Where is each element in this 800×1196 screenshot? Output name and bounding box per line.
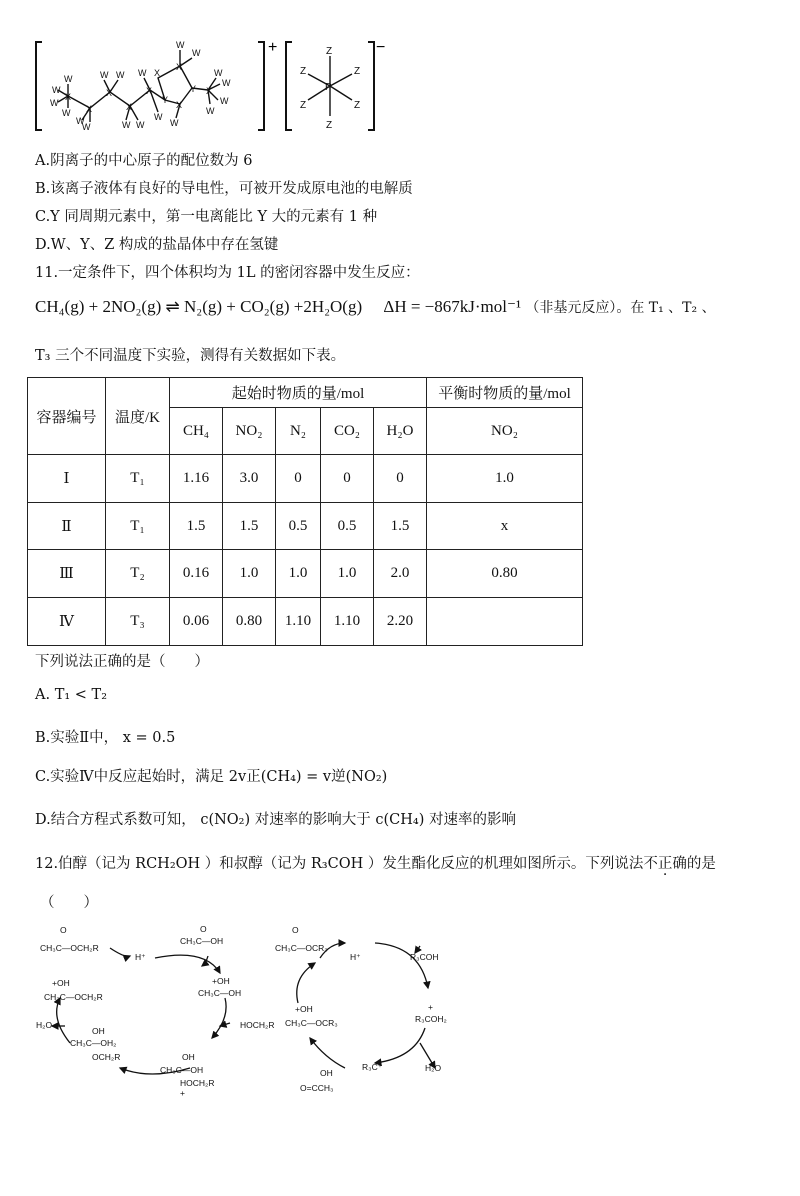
value-cell: 0.16	[170, 550, 223, 598]
svg-text:CH₃C—OH: CH₃C—OH	[180, 936, 224, 946]
container-id: Ⅲ	[28, 550, 106, 598]
value-cell: 1.0	[276, 550, 321, 598]
equilibrium-cell: 0.80	[427, 550, 583, 598]
svg-text:W: W	[64, 74, 73, 84]
svg-text:Y: Y	[162, 95, 169, 105]
q11-option-c: C.实验Ⅳ中反应起始时，满足 2v正(CH₄) = v逆(NO₂)	[35, 769, 388, 785]
value-cell: 0	[374, 455, 427, 503]
svg-text:W: W	[62, 108, 71, 118]
svg-text:W: W	[76, 116, 85, 126]
svg-text:+: +	[180, 1088, 185, 1098]
value-cell: 1.16	[170, 455, 223, 503]
q12-emphasis: 不正确	[643, 856, 687, 872]
container-id: Ⅰ	[28, 455, 106, 503]
svg-text:CH₃C—OCH₂R: CH₃C—OCH₂R	[44, 992, 103, 1002]
equation-note: （非基元反应）。在 T₁ 、T₂ 、	[525, 300, 716, 316]
table-row	[28, 503, 583, 550]
species-header: NO₂	[223, 408, 276, 455]
header-temperature: 温度/K	[106, 378, 170, 455]
header-container: 容器编号	[28, 378, 106, 455]
svg-text:X: X	[106, 88, 113, 98]
svg-text:Z: Z	[326, 120, 333, 131]
svg-text:O: O	[60, 925, 67, 935]
enthalpy-change: ΔH = −867kJ·mol⁻¹	[383, 297, 522, 316]
svg-text:W: W	[82, 122, 91, 132]
equilibrium-cell: 1.0	[427, 455, 583, 503]
svg-text:X: X	[176, 100, 183, 110]
q12-stem	[35, 852, 716, 873]
svg-text:X: X	[126, 102, 133, 112]
q10-option-b: B.该离子液体有良好的导电性，可被开发成原电池的电解质	[35, 181, 413, 197]
svg-text:W: W	[154, 112, 163, 122]
svg-text:W: W	[220, 96, 229, 106]
q11-option-b: B.实验Ⅱ中， x = 0.5	[35, 730, 176, 746]
svg-text:W: W	[100, 70, 109, 80]
species-header: H₂O	[374, 408, 427, 455]
svg-text:Z: Z	[300, 66, 307, 77]
value-cell: 0.5	[321, 503, 374, 550]
svg-text:CH₃C—OH: CH₃C—OH	[198, 988, 242, 998]
header-initial-amount: 起始时物质的量/mol	[170, 378, 427, 408]
value-cell: 1.5	[170, 503, 223, 550]
svg-text:O: O	[200, 924, 207, 934]
svg-text:+OH: +OH	[212, 976, 230, 986]
svg-text:P: P	[325, 82, 332, 93]
experiment-table	[27, 377, 583, 646]
value-cell: 1.5	[374, 503, 427, 550]
table-row	[28, 455, 583, 503]
svg-text:W: W	[122, 120, 131, 130]
svg-text:Z: Z	[300, 100, 307, 111]
svg-text:CH₃C—OH₂: CH₃C—OH₂	[70, 1038, 117, 1048]
svg-text:Z: Z	[354, 100, 361, 111]
svg-text:W: W	[116, 70, 125, 80]
value-cell: 1.10	[321, 598, 374, 646]
q12-answer-paren: （ ）	[40, 895, 98, 911]
cycle1-labels	[36, 924, 274, 1098]
svg-text:X: X	[176, 62, 183, 72]
q11-option-d: D.结合方程式系数可知， c(NO₂) 对速率的影响大于 c(CH₄) 对速率的影响	[35, 812, 516, 828]
value-cell: 1.0	[321, 550, 374, 598]
svg-text:O: O	[292, 925, 299, 935]
header-equilibrium-amount: 平衡时物质的量/mol	[427, 378, 583, 408]
q12-stem-main: 12.伯醇（记为 RCH₂OH ）和叔醇（记为 R₃COH ）发生酯化反应的机理如图所示。下列说法	[35, 856, 644, 872]
table-row	[28, 598, 583, 646]
svg-text:H₂O: H₂O	[425, 1063, 442, 1073]
svg-text:CH₃C—OCR₃: CH₃C—OCR₃	[285, 1018, 338, 1028]
svg-text:Z: Z	[354, 66, 361, 77]
svg-text:W: W	[192, 48, 201, 58]
svg-text:X: X	[146, 86, 153, 96]
value-cell: 1.0	[223, 550, 276, 598]
svg-text:Z: Z	[326, 46, 333, 57]
cation-atom-labels	[50, 40, 231, 132]
temperature-cell: T₁	[106, 503, 170, 550]
q11-continuation: T₃ 三个不同温度下实验，测得有关数据如下表。	[35, 348, 346, 364]
equation-reactants: CH₄(g) + 2NO₂(g)	[35, 297, 162, 316]
table-row	[28, 550, 583, 598]
svg-text:+OH: +OH	[52, 978, 70, 988]
svg-text:+: +	[428, 1002, 433, 1012]
svg-text:R₃COH: R₃COH	[410, 952, 439, 962]
cation-charge: +	[268, 39, 278, 56]
q11-option-a: A. T₁ < T₂	[35, 687, 108, 703]
svg-text:+OH: +OH	[295, 1004, 313, 1014]
value-cell: 0.06	[170, 598, 223, 646]
temperature-cell: T₂	[106, 550, 170, 598]
svg-text:OCH₂R: OCH₂R	[92, 1052, 121, 1062]
svg-text:W: W	[138, 68, 147, 78]
svg-text:W: W	[136, 120, 145, 130]
svg-text:OH: OH	[320, 1068, 333, 1078]
svg-text:H⁺: H⁺	[135, 952, 146, 962]
svg-text:W: W	[176, 40, 185, 50]
q10-option-c: C.Y 同周期元素中，第一电离能比 Y 大的元素有 1 种	[35, 209, 378, 225]
svg-text:HOCH₂R: HOCH₂R	[240, 1020, 275, 1030]
svg-text:OH: OH	[182, 1052, 195, 1062]
cycle2-labels	[275, 925, 447, 1093]
q10-option-d: D.W、Y、Z 构成的盐晶体中存在氢键	[35, 237, 279, 253]
value-cell: 2.0	[374, 550, 427, 598]
value-cell: 0	[321, 455, 374, 503]
value-cell: 2.20	[374, 598, 427, 646]
svg-text:R₃C⁺: R₃C⁺	[362, 1062, 383, 1072]
svg-text:R₃COH₂: R₃COH₂	[415, 1014, 447, 1024]
svg-text:Y: Y	[190, 84, 197, 94]
svg-text:X: X	[206, 86, 213, 96]
cycle1-arrows	[52, 948, 230, 1074]
q10-option-a: A.阴离子的中心原子的配位数为 6	[35, 153, 253, 169]
svg-text:W: W	[206, 106, 215, 116]
svg-text:H⁺: H⁺	[350, 952, 361, 962]
svg-text:X: X	[65, 92, 72, 102]
value-cell: 0.5	[276, 503, 321, 550]
svg-text:CH₃C—OCH₂R: CH₃C—OCH₂R	[40, 943, 99, 953]
temperature-cell: T₃	[106, 598, 170, 646]
q11-prompt: 下列说法正确的是（ ）	[35, 654, 209, 670]
svg-text:HOCH₂R: HOCH₂R	[180, 1078, 215, 1088]
svg-text:W: W	[214, 68, 223, 78]
value-cell: 0	[276, 455, 321, 503]
svg-text:X: X	[86, 104, 93, 114]
value-cell: 3.0	[223, 455, 276, 503]
container-id: Ⅱ	[28, 503, 106, 550]
q11-equation	[35, 297, 716, 317]
species-header: CO₂	[321, 408, 374, 455]
value-cell: 1.10	[276, 598, 321, 646]
svg-text:W: W	[52, 85, 61, 95]
value-cell: 1.5	[223, 503, 276, 550]
svg-text:O=CCH₃: O=CCH₃	[300, 1083, 334, 1093]
svg-text:H₂O: H₂O	[36, 1020, 53, 1030]
species-header: N₂	[276, 408, 321, 455]
species-header: CH₄	[170, 408, 223, 455]
svg-text:CH₃C—OH: CH₃C—OH	[160, 1065, 204, 1075]
value-cell: 0.80	[223, 598, 276, 646]
equilibrium-cell: x	[427, 503, 583, 550]
svg-text:W: W	[222, 78, 231, 88]
anion-charge: −	[376, 39, 386, 56]
svg-text:X: X	[154, 68, 161, 78]
svg-text:W: W	[50, 98, 59, 108]
equation-products: N₂(g) + CO₂(g) +2H₂O(g)	[184, 297, 363, 316]
esterification-mechanism-figure	[30, 918, 500, 1108]
svg-text:CH₃C—OCR₃: CH₃C—OCR₃	[275, 943, 328, 953]
svg-text:OH: OH	[92, 1026, 105, 1036]
temperature-cell: T₁	[106, 455, 170, 503]
q11-stem: 11.一定条件下，四个体积均为 1L 的密闭容器中发生反应：	[35, 265, 420, 281]
equilibrium-arrow: ⇌	[165, 297, 180, 316]
container-id: Ⅳ	[28, 598, 106, 646]
q12-stem-end: 的是	[686, 856, 716, 872]
ionic-liquid-figure	[30, 30, 400, 142]
svg-text:W: W	[170, 118, 179, 128]
equilibrium-species-header: NO₂	[427, 408, 583, 455]
equilibrium-cell	[427, 598, 583, 646]
